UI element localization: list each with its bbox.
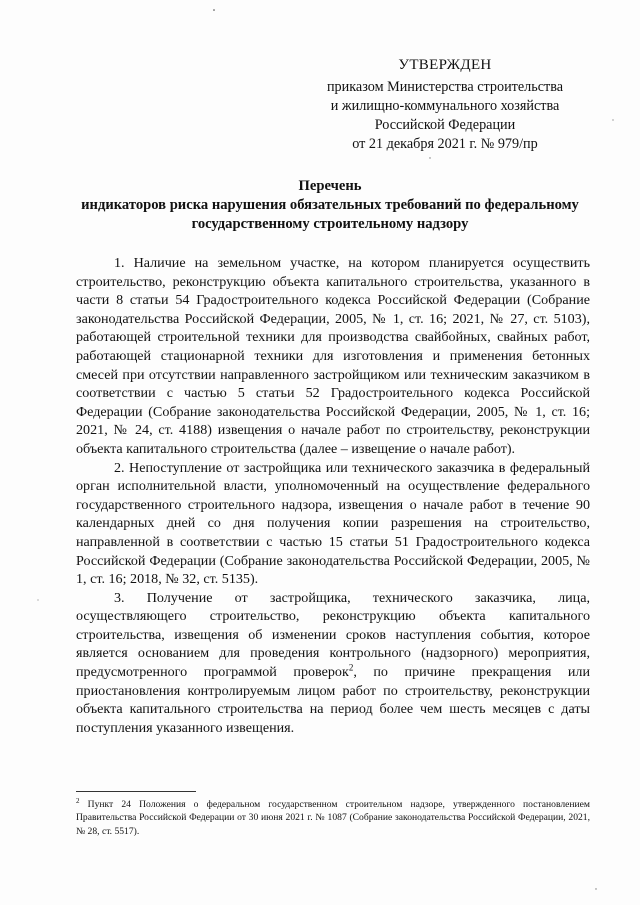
footnote-text: Пункт 24 Положения о федеральном государственном строительном надзоре, утвержденного постановлением Правительства Российской Федерации от 30 июня 2021 г. № 1087 (Собрание законодательства Российской Федерации, 2021, № 28, ст. 5517). — [76, 799, 590, 837]
approval-line-1: приказом Министерства строительства — [326, 79, 564, 95]
footnote-mark: 2 — [76, 796, 80, 805]
approval-line-2: и жилищно-коммунального хозяйства — [330, 98, 560, 114]
approval-title: УТВЕРЖДЕН — [398, 57, 492, 73]
document-title-line-1: Перечень — [298, 178, 362, 194]
document-title-line-2: индикаторов риска нарушения обязательных требований по федеральному — [81, 197, 579, 213]
approval-line-3: Российской Федерации — [374, 117, 516, 133]
approval-block — [300, 56, 590, 154]
document-body — [76, 254, 590, 737]
footnote-reference: 2 — [348, 662, 354, 673]
paragraph-2: 2. Непоступление от застройщика или технического заказчика в федеральный орган исполнительной власти, уполномоченный на осуществление федерального государственного строительного надзора, извещения о начале работ в течение 90 календарных дней со дня получения копии разрешения на строительство, направленной в соответствии с частью 15 статьи 51 Градостроительного кодекса Российской Федерации (Собрание законодательства Российской Федерации, 2005, № 1, ст. 16; 2018, № 32, ст. 5135). — [76, 459, 590, 588]
paragraph-3-part-2: , по причине прекращения или приостановления контролируемым лицом работ по строительству, реконструкции объекта капитального строительства на период более чем шесть месяцев с даты поступления указанного извещения. — [76, 664, 590, 736]
document-title — [60, 177, 600, 234]
paragraph-3 — [76, 589, 590, 738]
paragraph-1: 1. Наличие на земельном участке, на котором планируется осуществить строительство, реконструкцию объекта капитального строительства, указанного в части 8 статьи 54 Градостроительного кодекса Российской Федерации (Собрание законодательства Российской Федерации, 2005, № 1, ст. 16; 2021, № 27, ст. 5103), работающей строительной техники для производства свайбойных, свайных работ, работающей стационарной техники для изготовления и применения бетонных смесей при отсутствии направленного застройщиком или техническим заказчиком в соответствии с частью 5 статьи 52 Градостроительного кодекса Российской Федерации (Собрание законодательства Российской Федерации, 2005, № 1, ст. 16; 2021, № 24, ст. 4188) извещения о начале работ по строительству, реконструкции объекта капитального строительства (далее – извещение о начале работ). — [76, 255, 590, 457]
document-title-line-3: государственному строительному надзору — [191, 216, 469, 232]
footnote — [76, 798, 590, 838]
footnote-divider — [76, 791, 196, 792]
approval-line-4: от 21 декабря 2021 г. № 979/пр — [352, 136, 538, 152]
paragraph-3-part-1: 3. Получение от застройщика, технического заказчика, лица, осуществляющего строительство, реконструкцию объекта капитального строительства, извещения об изменении сроков наступления события, которое является основанием для проведения контрольного (надзорного) мероприятия, предусмотренного программой проверок — [76, 589, 590, 681]
